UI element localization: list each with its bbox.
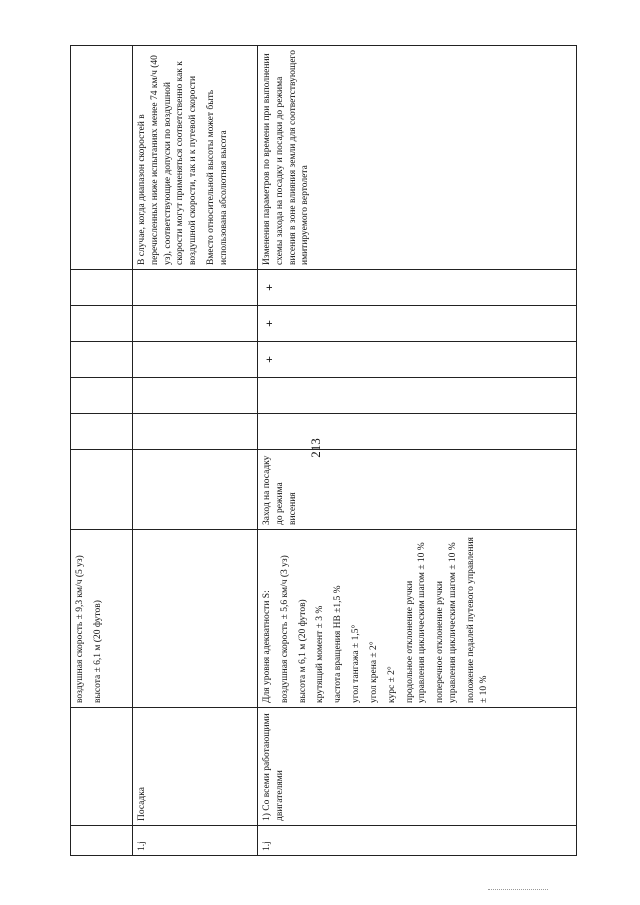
test-name-cell bbox=[71, 708, 133, 826]
level-mark-cell: + bbox=[258, 306, 577, 342]
check-condition-cell: Заход на посадку до режима висения bbox=[258, 450, 577, 530]
level-mark-cell bbox=[133, 414, 258, 450]
check-condition-cell bbox=[133, 450, 258, 530]
level-mark-cell bbox=[258, 378, 577, 414]
cell-line: Для уровня адекватности S: bbox=[262, 590, 272, 703]
level-mark-cell bbox=[133, 342, 258, 378]
notes-cell bbox=[258, 46, 577, 270]
cell-line: угол крена ± 2° bbox=[368, 641, 379, 703]
level-mark-cell bbox=[133, 378, 258, 414]
cell-line: Изменения параметров по времени при выполнении схемы захода на посадку и посадки до режима висения в зоне влияния земли для соответствующего имитируемого вертолета bbox=[262, 50, 311, 265]
cell-line: Вместо относительной высоты может быть использована абсолютная высота bbox=[206, 89, 229, 265]
cell-line: угол тангажа ± 1,5° bbox=[351, 624, 362, 703]
id-cell: 1.j bbox=[258, 826, 577, 856]
table-row bbox=[258, 46, 577, 856]
notes-cell bbox=[133, 46, 258, 270]
cell-line: В случае, когда диапазон скоростей в перечисленных ниже испытаниях менее 74 км/ч (40 уз), соответствующие допуски по воздушной скорости могут применяться соответственно как к воздушной скорости, так и к путевой скорости bbox=[137, 55, 199, 265]
level-mark-cell bbox=[133, 270, 258, 306]
cell-line: воздушная скорость ± 5,6 км/ч (3 уз) bbox=[279, 555, 290, 703]
level-mark-cell bbox=[71, 306, 133, 342]
cell-line: положение педалей путевого управления ± 10 % bbox=[465, 537, 489, 703]
level-mark-cell: + bbox=[258, 270, 577, 306]
tolerance-cell bbox=[71, 530, 133, 708]
cell-line: поперечное отклонение ручки управления циклическим шагом ± 10 % bbox=[435, 542, 458, 703]
table-row bbox=[71, 46, 133, 856]
table-body bbox=[71, 46, 577, 856]
test-name-cell: 1) Со всеми работающими двигателями bbox=[258, 708, 577, 826]
cell-line: воздушная скорость ± 9,3 км/ч (5 уз) bbox=[75, 555, 85, 703]
scan-artifact bbox=[488, 889, 548, 892]
level-mark-cell bbox=[258, 414, 577, 450]
check-condition-cell bbox=[71, 450, 133, 530]
tolerance-cell bbox=[258, 530, 577, 708]
id-cell bbox=[71, 826, 133, 856]
requirements-table bbox=[70, 45, 577, 856]
cell-line: высота ± 6,1 м (20 футов) bbox=[92, 600, 103, 703]
table-row bbox=[133, 46, 258, 856]
level-mark-cell bbox=[133, 306, 258, 342]
page-number: 213 bbox=[308, 438, 323, 458]
cell-line: высота м 6,1 м (20 футов) bbox=[297, 599, 308, 703]
notes-cell bbox=[71, 46, 133, 270]
rotated-table-container bbox=[70, 46, 576, 856]
level-mark-cell bbox=[71, 270, 133, 306]
requirements-table-area bbox=[70, 46, 640, 851]
level-mark-cell bbox=[71, 378, 133, 414]
id-cell: 1.j bbox=[133, 826, 258, 856]
cell-line: крутящий момент ± 3 % bbox=[315, 605, 326, 703]
cell-line: частота вращения НВ ±1,5 % bbox=[333, 585, 344, 703]
tolerance-cell bbox=[133, 530, 258, 708]
level-mark-cell: + bbox=[258, 342, 577, 378]
cell-line: курс ± 2° bbox=[386, 666, 397, 703]
level-mark-cell bbox=[71, 414, 133, 450]
cell-line: продольное отклонение ручки управления циклическим шагом ± 10 % bbox=[404, 542, 428, 703]
test-name-cell: Посадка bbox=[133, 708, 258, 826]
level-mark-cell bbox=[71, 342, 133, 378]
